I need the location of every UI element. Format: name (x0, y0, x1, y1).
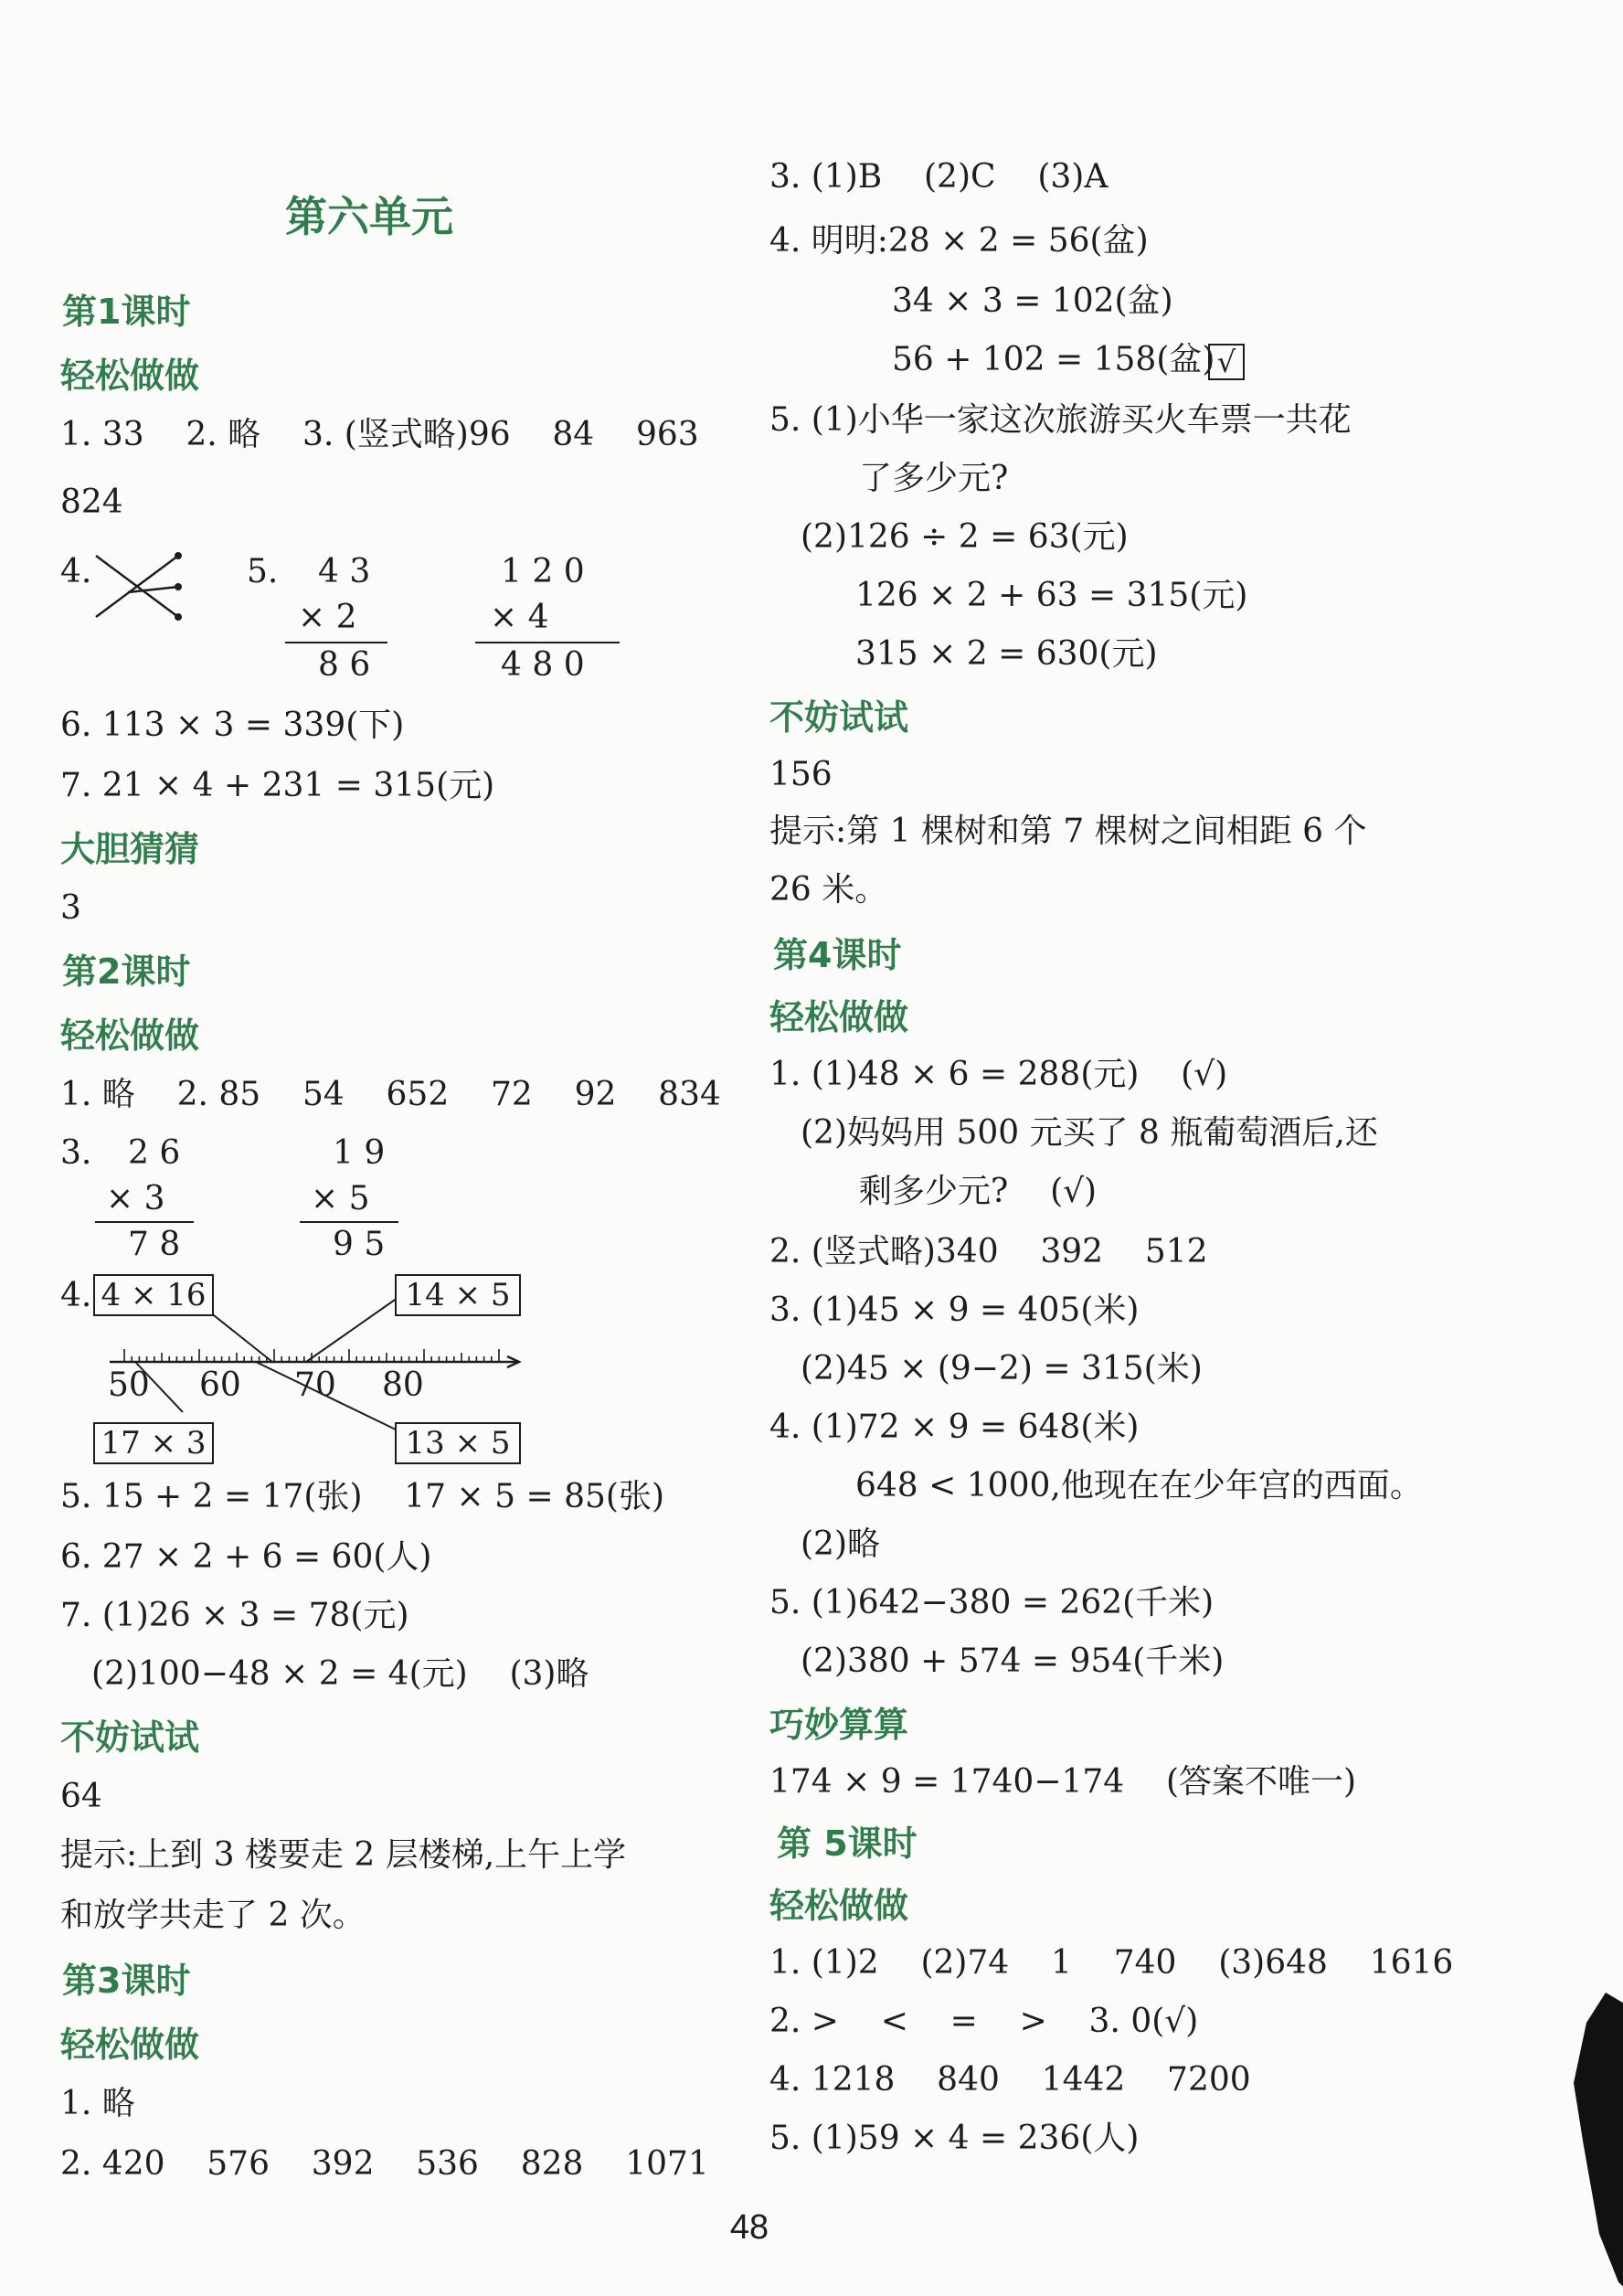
section-easy: 轻松做做 (60, 356, 200, 396)
section-calc: 巧妙算算 (769, 1705, 909, 1745)
page-number: 48 (729, 2208, 769, 2247)
lesson-3-title: 第3课时 (62, 1961, 191, 2001)
answer-line: 5. (1)59 × 4 = 236(人) (769, 2120, 1140, 2157)
hint-line: 26 米。 (769, 871, 888, 909)
vertical-calc-row: 4 8 0 (501, 646, 585, 684)
hint-line: 提示:上到 3 楼要走 2 层楼梯,上午上学 (60, 1836, 627, 1874)
hint-line: 提示:第 1 棵树和第 7 棵树之间相距 6 个 (769, 813, 1367, 850)
vertical-calc-row: × 5 (311, 1180, 370, 1217)
vertical-calc-row: × 2 (298, 599, 357, 636)
answer-line: 剩多少元? (√) (859, 1173, 1098, 1210)
vertical-calc-row: × 3 (106, 1180, 165, 1217)
vertical-calc-row: 2 6 (128, 1134, 181, 1172)
tick-label: 80 (382, 1366, 424, 1404)
answer-line: 4. 明明:28 × 2 = 56(盆) (769, 222, 1149, 260)
section-try: 不妨试试 (769, 697, 909, 738)
answer-line: (2)380 + 574 = 954(千米) (801, 1642, 1225, 1680)
calc-rule (95, 1221, 194, 1223)
answer-line: 648 < 1000,他现在在少年宫的西面。 (855, 1467, 1423, 1504)
expr-box: 4 × 16 (93, 1274, 214, 1316)
expr-box: 14 × 5 (395, 1274, 521, 1316)
answer-label: 5. (247, 553, 279, 590)
answer-line: 174 × 9 = 1740−174 (答案不唯一) (769, 1763, 1357, 1801)
torn-edge (1567, 1993, 1623, 2294)
answer-line: 126 × 2 + 63 = 315(元) (855, 577, 1248, 614)
answer-line: (2)45 × (9−2) = 315(米) (801, 1350, 1203, 1387)
checkbox-mark: √ (1208, 344, 1245, 380)
calc-rule (475, 642, 620, 643)
vertical-calc-row: 8 6 (318, 646, 371, 684)
vertical-calc-row: 1 2 0 (501, 553, 585, 590)
answer-line: (2)100−48 × 2 = 4(元) (3)略 (91, 1655, 589, 1693)
answer-line: (2)略 (801, 1525, 880, 1563)
vertical-calc-row: 7 8 (128, 1226, 181, 1263)
answer-line: 1. (1)48 × 6 = 288(元) (√) (769, 1056, 1228, 1093)
answer-line: 64 (60, 1778, 102, 1815)
answer-line: 824 (60, 484, 123, 521)
lesson-4-title: 第4课时 (773, 935, 902, 975)
answer-label: 4. (60, 1277, 92, 1314)
answer-line: 7. 21 × 4 + 231 = 315(元) (60, 767, 495, 804)
answer-line: 2. 420 576 392 536 828 1071 (60, 2145, 709, 2183)
unit-title: 第六单元 (285, 192, 453, 241)
tick-label: 70 (294, 1366, 336, 1404)
answer-line: 3. (1)45 × 9 = 405(米) (769, 1292, 1140, 1329)
tick-label: 60 (199, 1366, 241, 1404)
answer-label: 3. (60, 1134, 92, 1172)
answer-line: (2)妈妈用 500 元买了 8 瓶葡萄酒后,还 (801, 1114, 1378, 1152)
lesson-5-title: 第 5课时 (777, 1823, 918, 1864)
matching-lines-diagram (91, 548, 192, 622)
answer-line: 6. 27 × 2 + 6 = 60(人) (60, 1538, 432, 1576)
answer-line: 2. > < = > 3. 0(√) (769, 2003, 1199, 2040)
hint-line: 和放学共走了 2 次。 (60, 1897, 366, 1934)
answer-line: 4. (1)72 × 9 = 648(米) (769, 1408, 1140, 1446)
answer-line: 34 × 3 = 102(盆) (892, 282, 1173, 320)
answer-label: 4. (60, 553, 92, 590)
answer-line: 1. 略 2. 85 54 652 72 92 834 (60, 1076, 721, 1113)
expr-box: 13 × 5 (395, 1422, 521, 1464)
section-easy: 轻松做做 (769, 997, 909, 1037)
section-try: 不妨试试 (60, 1717, 200, 1758)
answer-line: 2. (竖式略)340 392 512 (769, 1233, 1208, 1270)
answer-line: 1. (1)2 (2)74 1 740 (3)648 1616 (769, 1944, 1454, 1982)
vertical-calc-row: 4 3 (318, 553, 371, 590)
section-easy: 轻松做做 (60, 2025, 200, 2065)
answer-line: 5. (1)642−380 = 262(千米) (769, 1584, 1215, 1621)
tick-label: 50 (108, 1366, 150, 1404)
answer-line: 56 + 102 = 158(盆) (892, 341, 1215, 378)
vertical-calc-row: × 4 (490, 599, 549, 636)
lesson-1-title: 第1课时 (62, 292, 191, 332)
answer-line: 7. (1)26 × 3 = 78(元) (60, 1597, 409, 1634)
answer-line: 了多少元? (859, 460, 1009, 497)
answer-line: 156 (769, 756, 833, 793)
calc-rule (300, 1221, 398, 1223)
vertical-calc-row: 9 5 (333, 1226, 386, 1263)
answer-line: 6. 113 × 3 = 339(下) (60, 707, 405, 744)
vertical-calc-row: 1 9 (333, 1134, 386, 1172)
answer-line: 5. (1)小华一家这次旅游买火车票一共花 (769, 401, 1352, 439)
calc-rule (285, 642, 387, 643)
section-easy: 轻松做做 (769, 1886, 909, 1926)
answer-line: 315 × 2 = 630(元) (855, 635, 1158, 673)
answer-line: 1. 33 2. 略 3. (竖式略)96 84 963 (60, 416, 699, 453)
answer-line: (2)126 ÷ 2 = 63(元) (801, 518, 1129, 556)
section-guess: 大胆猜猜 (60, 829, 200, 869)
answer-line: 4. 1218 840 1442 7200 (769, 2061, 1251, 2099)
answer-line: 3 (60, 889, 81, 927)
section-easy: 轻松做做 (60, 1015, 200, 1056)
answer-line: 3. (1)B (2)C (3)A (769, 158, 1109, 196)
expr-box: 17 × 3 (93, 1422, 214, 1464)
lesson-2-title: 第2课时 (62, 951, 191, 992)
answer-line: 5. 15 + 2 = 17(张) 17 × 5 = 85(张) (60, 1478, 664, 1515)
answer-line: 1. 略 (60, 2085, 135, 2122)
